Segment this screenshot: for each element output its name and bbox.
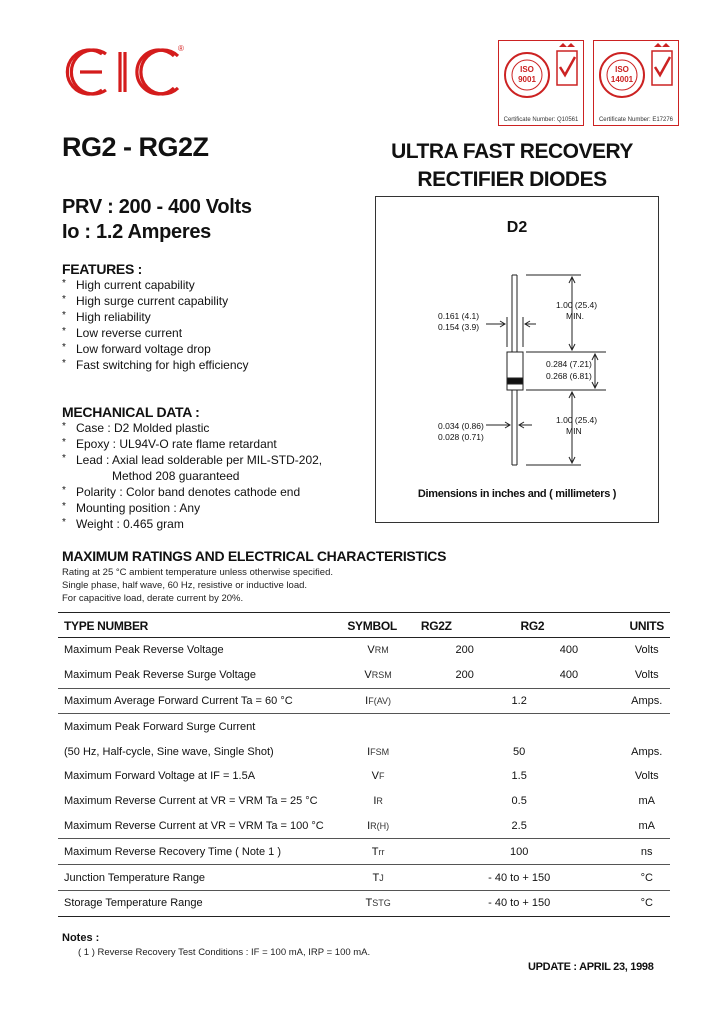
symbol-cell <box>341 814 415 839</box>
param-cell: Maximum Reverse Current at VR = VRM Ta = 25 °C <box>64 795 318 808</box>
list-item: * Mounting position : Any <box>62 500 322 516</box>
units-cell: Volts <box>634 770 659 783</box>
table-row <box>58 814 670 839</box>
units-cell: mA <box>623 814 670 839</box>
dim-value: 1.00 (25.4) <box>556 300 598 310</box>
list-item: * High reliability <box>62 309 249 325</box>
param-cell: Maximum Average Forward Current Ta = 60 °C <box>58 688 341 714</box>
list-item: * High surge current capability <box>62 293 249 309</box>
title-line-1: ULTRA FAST RECOVERY <box>391 140 633 163</box>
condition-line: Single phase, half wave, 60 Hz, resistive or inductive load. <box>62 580 308 591</box>
list-item: * Epoxy : UL94V-O rate flame retardant <box>62 436 322 452</box>
dim-lead-diameter <box>438 421 484 443</box>
symbol-cell <box>341 865 415 891</box>
symbol-cell <box>341 638 415 663</box>
svg-text:ISO: ISO <box>615 65 629 74</box>
list-item: * Fast switching for high efficiency <box>62 357 249 373</box>
iso-9001-badge <box>498 40 584 126</box>
svg-text:9001: 9001 <box>518 75 536 84</box>
list-item: * High current capability <box>62 277 249 293</box>
table-row <box>58 789 670 814</box>
units-cell: Amps. <box>631 745 663 758</box>
dim-min: MIN. <box>566 311 584 321</box>
diagram-caption: Dimensions in inches and ( millimeters ) <box>417 488 617 500</box>
update-date: UPDATE : APRIL 23, 1998 <box>528 961 654 973</box>
value-cell: - 40 to + 150 <box>415 890 624 916</box>
table-row <box>58 638 670 663</box>
units-cell: °C <box>623 890 670 916</box>
mechanical-list <box>62 420 322 532</box>
col-type-number: TYPE NUMBER <box>58 613 341 638</box>
table-row <box>58 714 670 739</box>
col-rg2: RG2 <box>514 613 623 638</box>
param-cell: Maximum Peak Reverse Voltage <box>64 644 224 657</box>
value-cell: 0.5 <box>511 795 527 808</box>
title-line-2: RECTIFIER DIODES <box>417 168 607 191</box>
symbol-subscript: F(AV) <box>368 695 392 706</box>
ratings-summary <box>62 195 252 245</box>
symbol-main: I <box>373 795 377 808</box>
param-cell: Maximum Peak Reverse Surge Voltage <box>58 663 341 688</box>
list-item: * Low forward voltage drop <box>62 341 249 357</box>
condition-line: For capacitive load, derate current by 20%. <box>62 593 244 604</box>
diode-outline-drawing <box>376 197 658 487</box>
symbol-subscript: R <box>376 796 383 807</box>
param-cell: Maximum Peak Forward Surge Current <box>64 720 256 733</box>
symbol-subscript: RM <box>374 645 389 656</box>
symbol-main: T <box>371 845 379 858</box>
symbol-main: I <box>365 694 369 707</box>
list-item-continuation: Method 208 guaranteed <box>112 469 240 483</box>
symbol-cell <box>341 688 415 714</box>
units-cell: °C <box>623 865 670 891</box>
symbol-cell <box>341 764 415 789</box>
registered-mark: ® <box>178 44 184 53</box>
rating-conditions <box>62 566 333 605</box>
table-row <box>58 663 670 688</box>
symbol-cell <box>341 839 415 865</box>
features-list <box>62 277 249 373</box>
table-row <box>58 764 670 789</box>
mechanical-heading: MECHANICAL DATA : <box>62 404 200 420</box>
dim-value: 0.028 (0.71) <box>438 432 484 442</box>
value-cell: - 40 to + 150 <box>415 865 624 891</box>
list-item: * Weight : 0.465 gram <box>62 516 322 532</box>
symbol-subscript: STG <box>372 898 391 909</box>
dim-body-diameter <box>438 311 479 333</box>
dim-lead-bottom <box>556 415 597 437</box>
symbol-subscript: J <box>379 872 384 883</box>
symbol-main: T <box>372 871 380 884</box>
package-diagram <box>375 196 659 523</box>
symbol-main: V <box>367 644 375 657</box>
symbol-cell <box>341 789 415 814</box>
list-item: * Lead : Axial lead solderable per MIL-STD-202, <box>62 452 322 468</box>
dim-lead-top <box>556 300 597 322</box>
io-rating: Io : 1.2 Amperes <box>62 221 211 243</box>
param-cell: Maximum Reverse Recovery Time ( Note 1 ) <box>58 839 341 865</box>
value-cell: 200 <box>415 663 515 688</box>
symbol-cell <box>341 663 415 688</box>
iso-14001-badge <box>593 40 679 126</box>
symbol-main: T <box>365 897 373 910</box>
note-item: ( 1 ) Reverse Recovery Test Conditions : IF = 100 mA, IRP = 100 mA. <box>78 947 371 958</box>
units-cell: Volts <box>634 644 659 657</box>
notes-heading: Notes : <box>62 932 100 944</box>
list-item: * Polarity : Color band denotes cathode end <box>62 484 322 500</box>
col-rg2z: RG2Z <box>415 613 515 638</box>
symbol-cell <box>341 890 415 916</box>
symbol-subscript: rr <box>378 846 385 857</box>
svg-text:14001: 14001 <box>610 75 634 84</box>
dim-value: 0.154 (3.9) <box>438 322 480 332</box>
units-cell: mA <box>638 795 655 808</box>
dim-value: 0.161 (4.1) <box>438 311 480 321</box>
dim-min: MIN <box>566 426 582 436</box>
prv-rating: PRV : 200 - 400 Volts <box>62 196 252 218</box>
symbol-subscript: F <box>379 771 385 782</box>
units-cell: Volts <box>623 663 670 688</box>
table-row <box>58 739 670 764</box>
dim-body-length <box>546 358 592 382</box>
features-heading: FEATURES : <box>62 261 142 277</box>
value-cell: 400 <box>514 663 623 688</box>
dim-value: 0.034 (0.86) <box>438 421 484 431</box>
symbol-main: I <box>367 819 371 832</box>
units-cell: Amps. <box>623 688 670 714</box>
units-cell: ns <box>623 839 670 865</box>
param-cell: Junction Temperature Range <box>58 865 341 891</box>
table-header-row <box>58 613 670 638</box>
value-cell: 1.2 <box>415 688 624 714</box>
value-cell: 200 <box>455 644 474 657</box>
symbol-cell <box>341 739 415 764</box>
table-row <box>58 688 670 714</box>
col-units: UNITS <box>623 613 670 638</box>
list-item: * Low reverse current <box>62 325 249 341</box>
cert-caption: Certificate Number: Q10561 <box>503 117 579 123</box>
package-name: D2 <box>506 219 528 236</box>
value-cell: 2.5 <box>415 814 624 839</box>
value-cell: 50 <box>513 745 526 758</box>
svg-text:ISO: ISO <box>520 65 534 74</box>
param-cell: Maximum Reverse Current at VR = VRM Ta = 100 °C <box>58 814 341 839</box>
symbol-main: V <box>371 770 380 783</box>
col-symbol: SYMBOL <box>341 613 415 638</box>
condition-line: Rating at 25 °C ambient temperature unless otherwise specified. <box>62 567 333 578</box>
value-cell: 1.5 <box>511 770 527 783</box>
cert-caption: Certificate Number: E17276 <box>598 117 674 123</box>
param-cell: Storage Temperature Range <box>58 890 341 916</box>
value-cell: 100 <box>415 839 624 865</box>
symbol-main: V <box>364 669 372 682</box>
table-row <box>58 865 670 891</box>
document-title <box>372 138 652 194</box>
max-ratings-heading: MAXIMUM RATINGS AND ELECTRICAL CHARACTERISTICS <box>62 548 447 564</box>
dim-value: 1.00 (25.4) <box>556 415 598 425</box>
symbol-subscript: FSM <box>370 746 390 757</box>
symbol-subscript: RSM <box>371 670 392 681</box>
specs-table <box>58 612 670 917</box>
list-item: * Case : D2 Molded plastic <box>62 420 322 436</box>
param-cell: Maximum Forward Voltage at IF = 1.5A <box>64 770 256 783</box>
symbol-main: I <box>367 745 371 758</box>
part-number: RG2 - RG2Z <box>62 132 209 162</box>
symbol-subscript: R(H) <box>370 820 390 831</box>
dim-value: 0.284 (7.21) <box>546 359 592 369</box>
table-row <box>58 890 670 916</box>
table-row <box>58 839 670 865</box>
eic-logo <box>62 44 192 100</box>
dim-value: 0.268 (6.81) <box>546 371 592 381</box>
value-cell: 400 <box>559 644 579 657</box>
param-cell: (50 Hz, Half-cycle, Sine wave, Single Shot) <box>64 745 274 758</box>
